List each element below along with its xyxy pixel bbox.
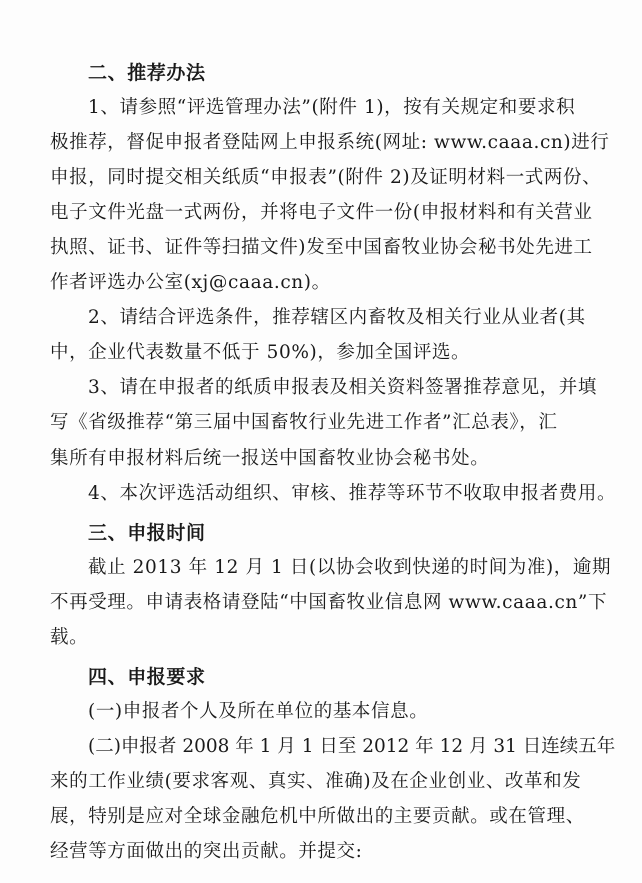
paragraph-line: 集所有申报材料后统一报送中国畜牧业协会秘书处。 — [50, 448, 490, 469]
paragraph-line: 经营等方面做出的突出贡献。并提交: — [50, 841, 363, 862]
paragraph-line: (二)申报者 2008 年 1 月 1 日至 2012 年 12 月 31 日连续五年 — [88, 736, 616, 757]
paragraph-line: 不再受理。申请表格请登陆“中国畜牧业信息网 www.caaa.cn”下 — [50, 592, 608, 613]
paragraph-line: 来的工作业绩(要求客观、真实、准确)及在企业创业、改革和发 — [50, 771, 582, 792]
paragraph-line: 极推荐，督促申报者登陆网上申报系统(网址: www.caaa.cn)进行 — [50, 132, 610, 153]
paragraph-line: 申报，同时提交相关纸质“申报表”(附件 2)及证明材料一式两份、 — [50, 167, 602, 188]
paragraph-line: 1、请参照“评选管理办法”(附件 1)，按有关规定和要求积 — [88, 97, 576, 118]
paragraph-line: 写《省级推荐“第三届中国畜牧行业先进工作者”汇总表》，汇 — [50, 412, 558, 433]
paragraph-line: 4、本次评选活动组织、审核、推荐等环节不收取申报者费用。 — [88, 483, 617, 504]
paragraph-line: 执照、证书、证件等扫描文件)发至中国畜牧业协会秘书处先进工 — [50, 237, 593, 258]
paragraph-line: 截止 2013 年 12 月 1 日(以协会收到快递的时间为准)，逾期 — [88, 557, 612, 578]
paragraph-line: 3、请在申报者的纸质申报表及相关资料签署推荐意见，并填 — [88, 377, 597, 398]
section-heading: 二、推荐办法 — [88, 62, 206, 84]
paragraph-line: 载。 — [50, 627, 89, 648]
section-heading: 四、申报要求 — [88, 666, 206, 688]
paragraph-line: 电子文件光盘一式两份，并将电子文件一份(申报材料和有关营业 — [50, 202, 593, 223]
paragraph-line: 中，企业代表数量不低于 50%)，参加全国评选。 — [50, 342, 471, 363]
section-heading: 三、申报时间 — [88, 522, 206, 544]
paragraph-line: 2、请结合评选条件，推荐辖区内畜牧及相关行业从业者(其 — [88, 307, 586, 328]
paragraph-line: 展，特别是应对全球金融危机中所做出的主要贡献。或在管理、 — [50, 806, 585, 827]
paragraph-line: (一)申报者个人及所在单位的基本信息。 — [88, 701, 429, 722]
paragraph-line: 作者评选办公室(xj@caaa.cn)。 — [50, 272, 331, 293]
